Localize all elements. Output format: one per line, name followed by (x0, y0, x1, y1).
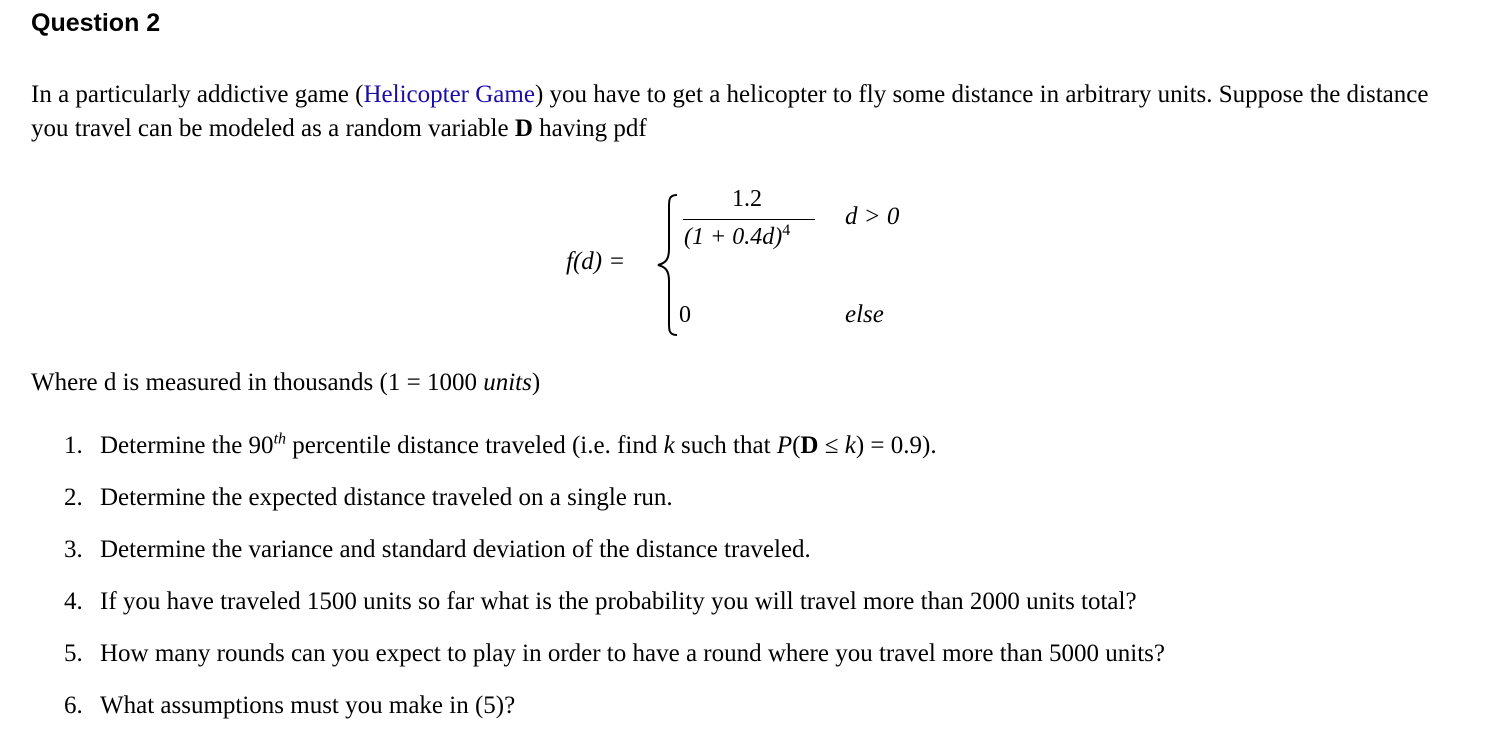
item-text: ( (792, 432, 801, 459)
pdf-condition-else: else (845, 301, 884, 328)
pdf-denominator (684, 224, 790, 251)
pdf-lhs: f(d) = (566, 248, 626, 275)
intro-text-b: ) you have to get a helicopter to fly some distance in arbitrary units. Suppose the distance you travel can be modeled as a random variable (31, 81, 1429, 142)
units-note (31, 369, 540, 397)
question-title: Question 2 (31, 9, 161, 37)
item-math-d: D (800, 432, 819, 459)
item-number: 6. (64, 692, 83, 719)
list-item (64, 429, 1165, 481)
item-text: What assumptions must you make in (5)? (100, 692, 516, 719)
item-number: 4. (64, 588, 83, 615)
item-text: Determine the variance and standard deviation of the distance traveled. (100, 536, 811, 563)
units-word: units (483, 369, 532, 396)
item-superscript: th (273, 430, 287, 448)
pdf-zero-case: 0 (679, 302, 691, 328)
item-math-k: k (844, 432, 856, 459)
list-item (64, 533, 1165, 585)
intro-paragraph (31, 78, 1471, 146)
list-item (64, 585, 1165, 637)
item-text: If you have traveled 1500 units so far what is the probability you will travel more than 2000 units total? (100, 588, 1137, 615)
item-text: ) = 0.9). (855, 432, 937, 459)
list-item (64, 689, 1165, 741)
list-item (64, 481, 1165, 533)
pdf-denominator-base: (1 + 0.4d) (684, 224, 783, 250)
pdf-denominator-exponent: 4 (782, 222, 791, 239)
pdf-condition-positive: d > 0 (845, 203, 900, 230)
item-text: Determine the 90 (100, 432, 274, 459)
fraction-bar (683, 219, 815, 220)
item-math-p: P (776, 432, 793, 459)
item-text: Determine the expected distance traveled on a single run. (100, 484, 673, 511)
intro-text-a: In a particularly addictive game ( (31, 81, 364, 108)
item-text: such that (674, 432, 777, 459)
pdf-numerator: 1.2 (732, 186, 762, 212)
question-list (64, 429, 1165, 741)
item-text: How many rounds can you expect to play in order to have a round where you travel more than 5000 units? (100, 640, 1165, 667)
item-text: percentile distance traveled (i.e. find (286, 432, 664, 459)
item-number: 2. (64, 484, 83, 511)
intro-text-c: having pdf (532, 115, 647, 142)
units-note-text: Where d is measured in thousands (1 = 1000 (31, 369, 484, 396)
item-math-k: k (663, 432, 675, 459)
item-text: ≤ (818, 432, 845, 459)
item-number: 1. (64, 432, 83, 459)
left-brace-icon (656, 193, 680, 337)
units-close: ) (531, 369, 541, 396)
item-number: 5. (64, 640, 83, 667)
random-variable-d: D (514, 115, 533, 142)
list-item (64, 637, 1165, 689)
helicopter-game-link[interactable]: Helicopter Game (363, 81, 535, 108)
item-number: 3. (64, 536, 83, 563)
